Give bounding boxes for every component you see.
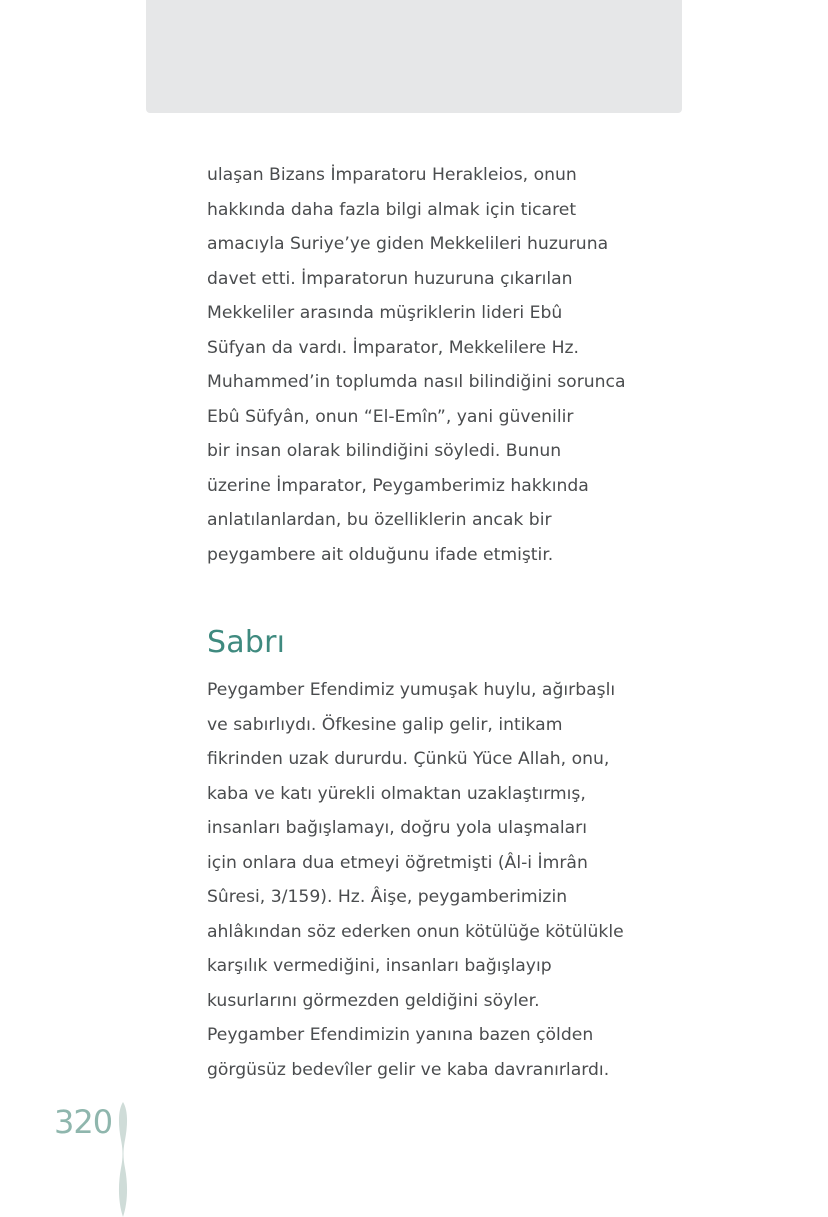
page-ornament-icon — [112, 1102, 134, 1217]
paragraph-patience — [207, 673, 637, 1087]
text-line: ahlâkından söz ederken onun kötülüğe kötülükle — [207, 921, 624, 942]
text-line: Sûresi, 3/159). Hz. Âişe, peygamberimizin — [207, 887, 568, 907]
page-number: 320 — [54, 1103, 113, 1141]
header-panel — [146, 0, 682, 113]
text-line: amacıyla Suriye’ye giden Mekkelileri huzuruna — [207, 234, 609, 254]
text-line: Ebû Süfyân, onun “El-Emîn”, yani güvenilir — [207, 406, 574, 427]
text-line: ulaşan Bizans İmparatoru Herakleios, onun — [207, 165, 577, 185]
text-line: bir insan olarak bilindiğini söyledi. Bunun — [207, 441, 562, 461]
paragraph-intro — [207, 158, 637, 572]
text-line: hakkında daha fazla bilgi almak için ticaret — [207, 199, 577, 220]
text-line: Muhammed’in toplumda nasıl bilindiğini sorunca — [207, 372, 626, 392]
text-line: için onlara dua etmeyi öğretmişti (Âl-i İmrân — [207, 852, 588, 873]
text-line: karşılık vermediğini, insanları bağışlayıp — [207, 956, 552, 976]
text-line: anlatılanlardan, bu özelliklerin ancak bir — [207, 510, 552, 530]
text-line: Süfyan da vardı. İmparator, Mekkelilere Hz. — [207, 337, 580, 358]
text-line: kaba ve katı yürekli olmaktan uzaklaştırmış, — [207, 783, 586, 804]
text-line: görgüsüz bedevîler gelir ve kaba davranırlardı. — [207, 1059, 610, 1080]
text-line: Peygamber Efendimiz yumuşak huylu, ağırbaşlı — [207, 680, 616, 700]
text-line: fikrinden uzak dururdu. Çünkü Yüce Allah, onu, — [207, 749, 610, 769]
section-heading: Sabrı — [207, 625, 286, 660]
text-line: Mekkeliler arasında müşriklerin lideri Ebû — [207, 303, 563, 323]
page-content — [207, 158, 637, 1087]
text-line: ve sabırlıydı. Öfkesine galip gelir, intikam — [207, 714, 563, 735]
text-line: insanları bağışlamayı, doğru yola ulaşmaları — [207, 818, 587, 838]
text-line: Peygamber Efendimizin yanına bazen çölden — [207, 1025, 594, 1045]
text-line: üzerine İmparator, Peygamberimiz hakkında — [207, 475, 589, 496]
text-line: davet etti. İmparatorun huzuruna çıkarılan — [207, 268, 573, 289]
text-line: peygambere ait olduğunu ifade etmiştir. — [207, 544, 554, 565]
text-line: kusurlarını görmezden geldiğini söyler. — [207, 990, 540, 1011]
